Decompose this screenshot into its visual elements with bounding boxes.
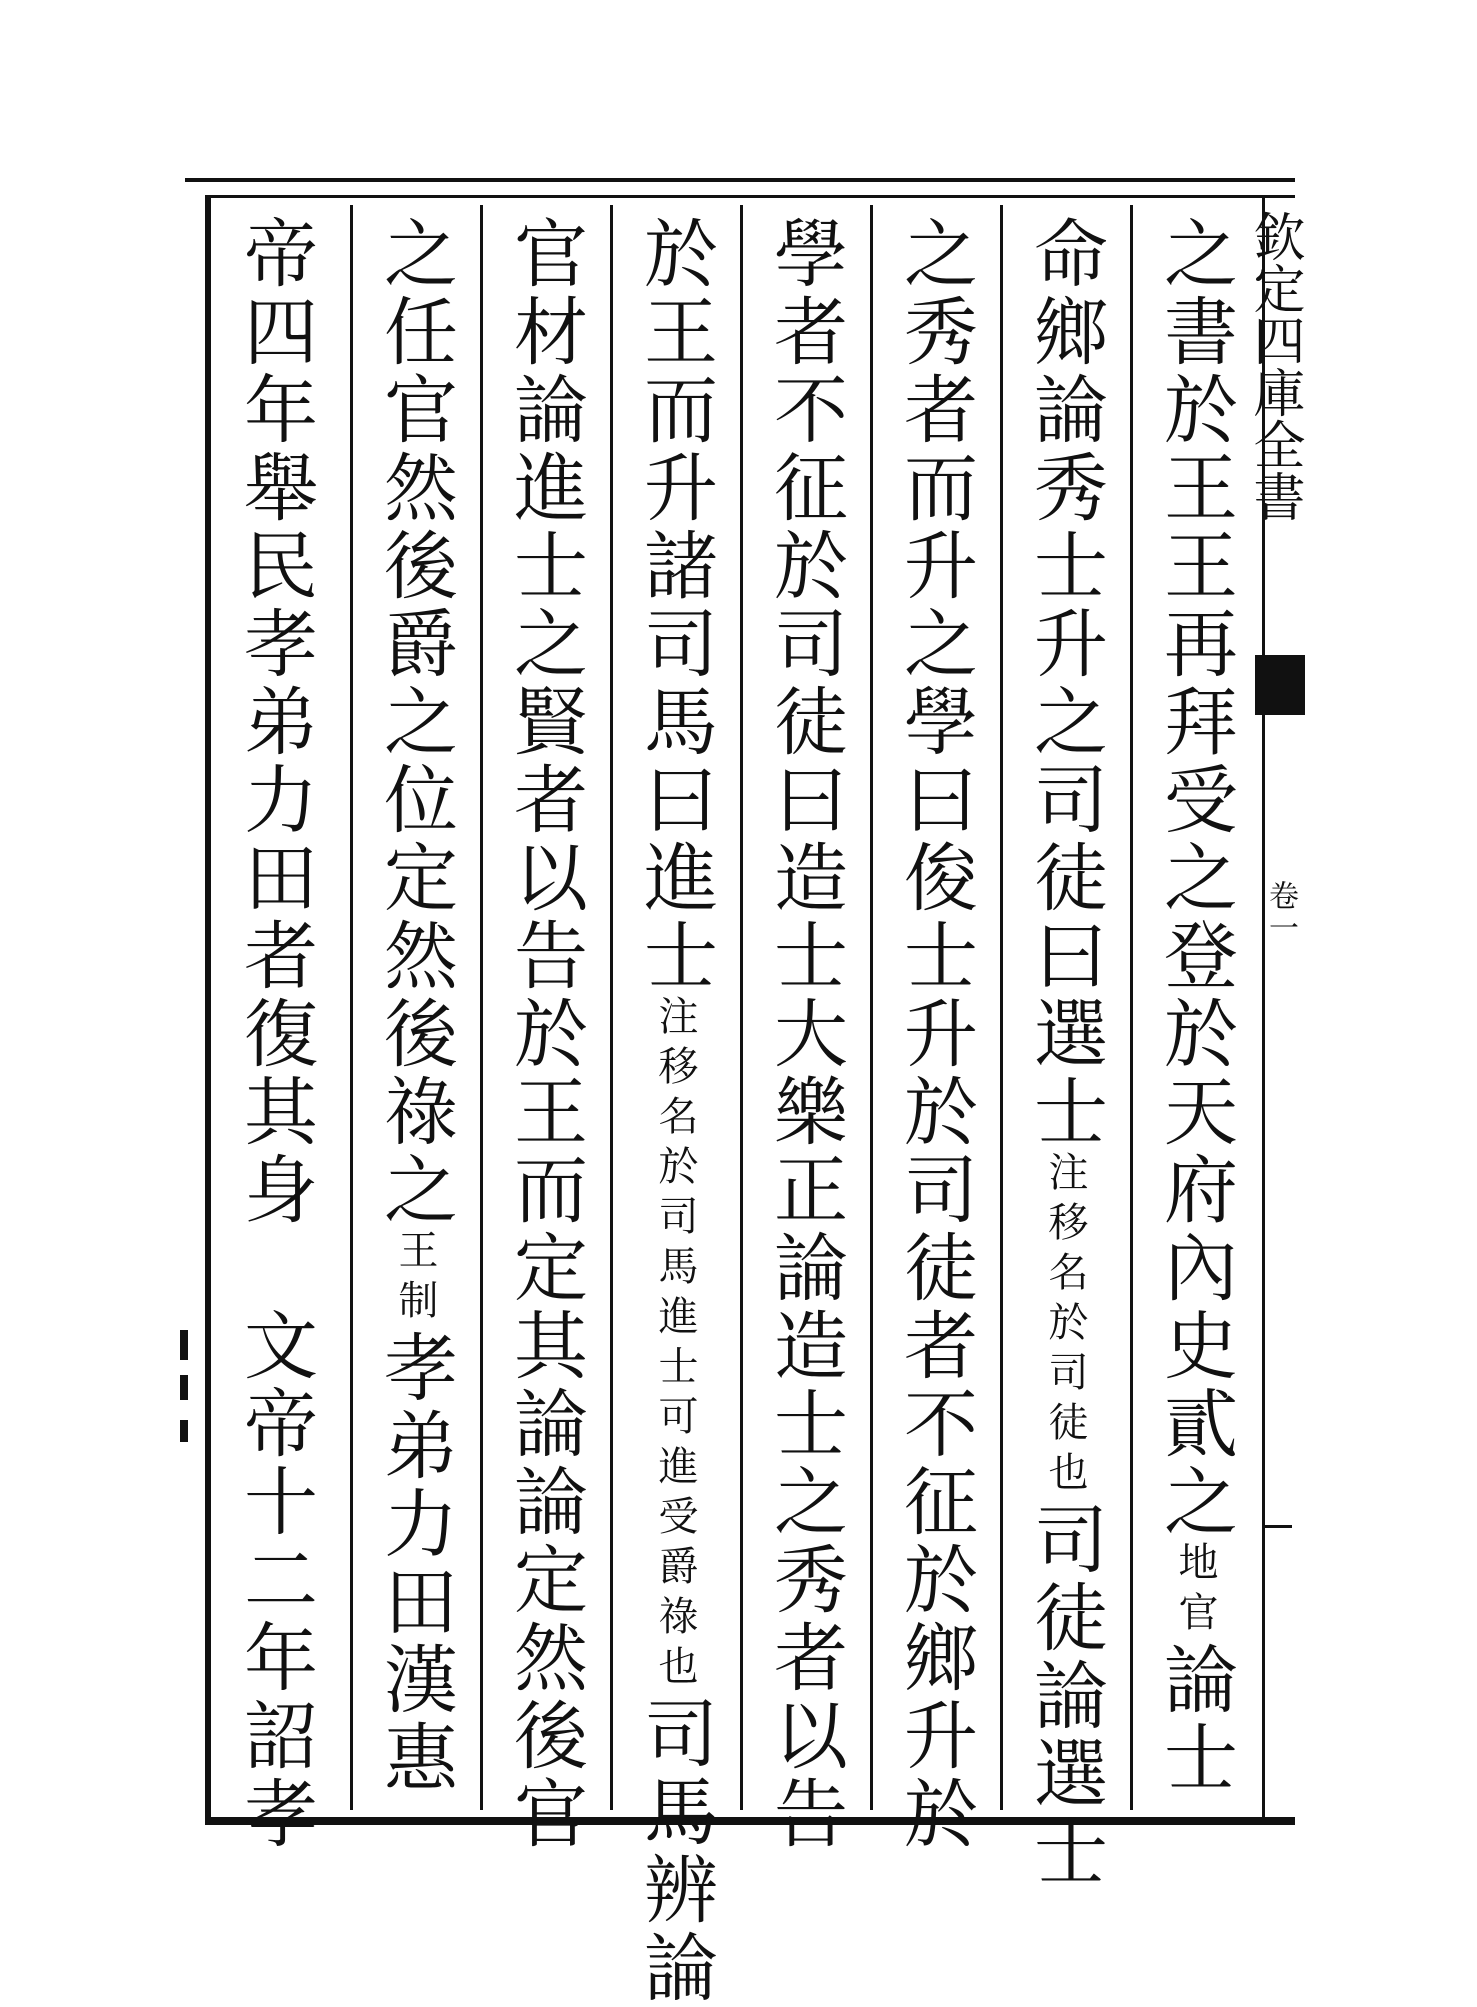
annotation-note: 王制: [392, 1229, 438, 1329]
column-rule: [740, 205, 743, 1810]
column-text-tail: 司徒論選士: [1022, 1501, 1108, 1891]
text-column-6: [490, 215, 600, 1853]
column-text: 帝四年舉民孝弟力田者復其身: [232, 215, 318, 1229]
column-text-tail: 司馬辨論: [632, 1695, 718, 2007]
annotation-note: 地官: [1172, 1541, 1218, 1641]
column-rule: [1000, 205, 1003, 1810]
column-text: 學者不征於司徒曰造士大樂正論造士之秀者以告: [762, 215, 848, 1853]
text-column-8: [220, 215, 330, 1853]
ink-block-mark: [1255, 655, 1305, 715]
margin-tick: [1262, 1525, 1292, 1528]
margin-tick: [180, 1375, 188, 1400]
top-border-line: [185, 178, 1295, 182]
column-text-tail: 孝弟力田漢惠: [372, 1329, 458, 1797]
column-text: 之書於王王再拜受之登於天府內史貳之: [1152, 215, 1238, 1541]
column-rule: [610, 205, 613, 1810]
column-rule: [480, 205, 483, 1810]
column-text: 之任官然後爵之位定然後祿之: [372, 215, 458, 1229]
book-title: 欽定四庫全書: [1244, 210, 1304, 522]
annotation-note: 注移名於司徒也: [1042, 1151, 1088, 1501]
text-column-2: [1010, 215, 1120, 1891]
annotation-note: 注移名於司馬進士可進受爵祿也: [652, 995, 698, 1695]
text-column-5: [620, 215, 730, 2007]
column-text: 官材論進士之賢者以告於王而定其論論定然後官: [502, 215, 588, 1853]
column-text-tail: 文帝十二年詔孝: [232, 1307, 318, 1853]
volume-label: 卷一: [1263, 880, 1298, 944]
column-rule: [870, 205, 873, 1810]
column-text-tail: 論士: [1152, 1641, 1238, 1797]
column-rule: [1130, 205, 1133, 1810]
column-rule: [350, 205, 353, 1810]
margin-tick: [180, 1330, 188, 1360]
column-text: 之秀者而升之學曰俊士升於司徒者不征於鄉升於: [892, 215, 978, 1853]
text-column-7: [360, 215, 470, 1805]
text-column-3: [880, 215, 990, 1853]
margin-tick: [180, 1420, 188, 1442]
text-column-1: [1140, 215, 1250, 1805]
text-column-4: [750, 215, 860, 1853]
column-text: 於王而升諸司馬曰進士: [632, 215, 718, 995]
column-text: 命鄉論秀士升之司徒曰選士: [1022, 215, 1108, 1151]
